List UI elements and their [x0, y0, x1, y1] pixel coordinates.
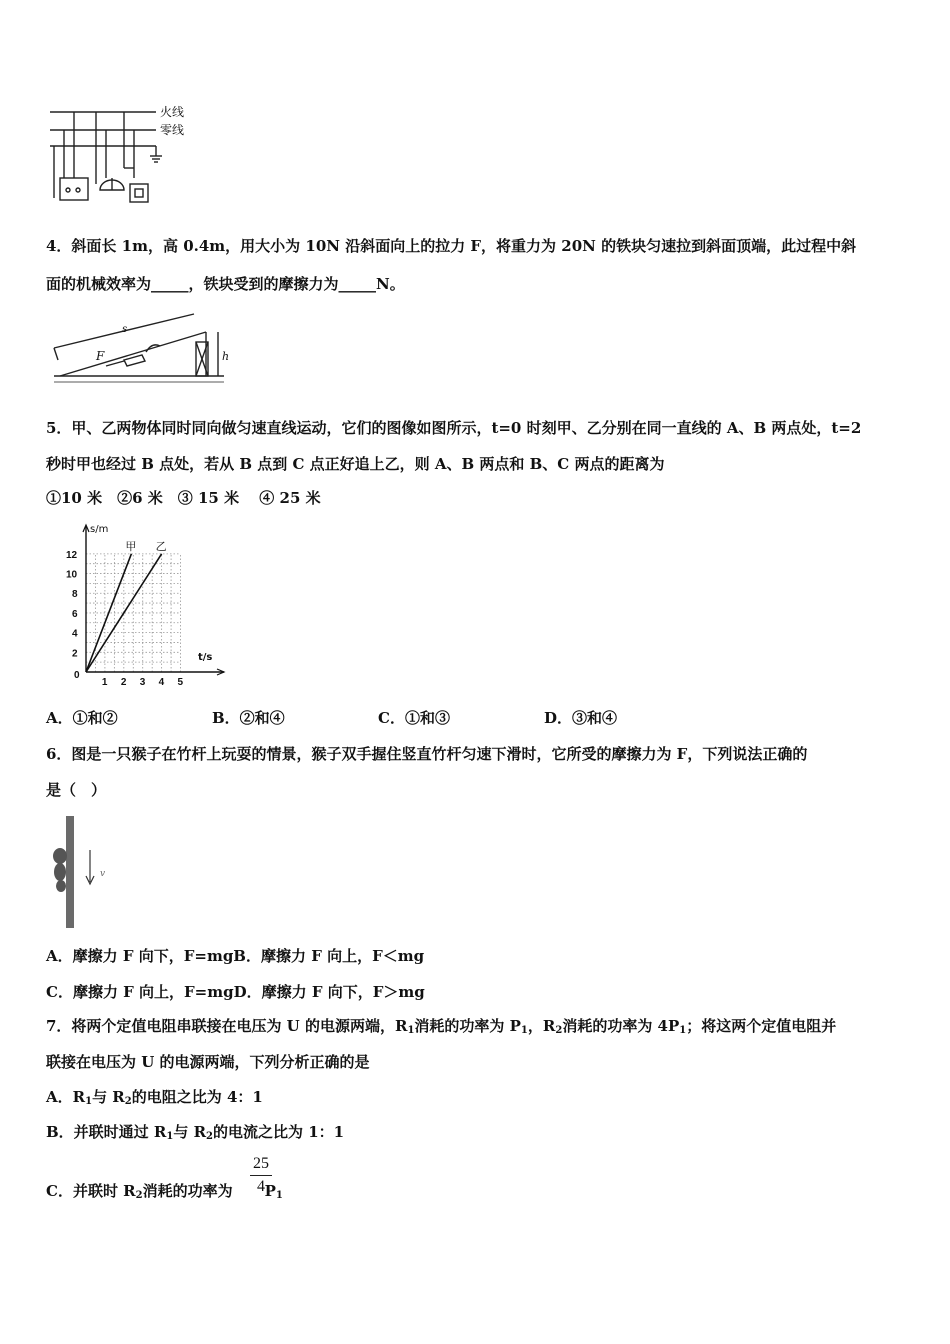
household-circuit-figure [44, 98, 194, 208]
fraction-denominator: 4 [257, 1178, 265, 1195]
q7-option-b[interactable]: B．并联时通过 $R_1$与 $R_2$的电流之比为 1：1 [46, 1123, 345, 1142]
y-tick-label: 12 [66, 549, 78, 561]
incline-s-label: s [122, 324, 128, 335]
q6-option-cd[interactable]: C．摩擦力 F 向上，F=mgD．摩擦力 F 向下，F＞mg [46, 983, 425, 1001]
x-tick-label: 5 [177, 677, 184, 688]
q7-option-c-fraction [250, 1155, 272, 1196]
bamboo-pole [66, 816, 74, 928]
fraction-bar [250, 1175, 272, 1176]
incline-f-label: F [96, 349, 105, 363]
y-tick-label: 4 [72, 628, 78, 640]
block-on-incline [124, 355, 145, 366]
monkey-pole-figure [44, 814, 124, 932]
q5-line1: 5．甲、乙两物体同时同向做匀速直线运动，它们的图像如图所示，t=0 时刻甲、乙分别在同一直线的 A、B 两点处，t=2 [46, 419, 862, 437]
incline-h-label: h [222, 350, 230, 363]
fraction-numerator: 25 [253, 1155, 269, 1172]
q5-option-b[interactable]: B．②和④ [212, 709, 285, 727]
x-tick-label: 3 [139, 677, 146, 688]
switch-box [130, 184, 148, 202]
q6-line2: 是（ ） [46, 781, 107, 799]
live-wire-label: 火线 [160, 105, 185, 119]
q5-line2: 秒时甲也经过 B 点处，若从 B 点到 C 点正好追上乙，则 A、B 两点和 B、C 两点的距离为 [46, 455, 665, 473]
y-tick-label: 6 [72, 608, 78, 620]
y-tick-label: 10 [66, 569, 78, 581]
q4-line1: 4．斜面长 1m，高 0.4m，用大小为 10N 沿斜面向上的拉力 F，将重力为 20N 的铁块匀速拉到斜面顶端，此过程中斜 [46, 237, 857, 255]
y-tick-label: 8 [72, 589, 78, 601]
q5-choices: ①10 米 ②6 米 ③ 15 米 ④ 25 米 [46, 489, 321, 507]
st-graph [60, 522, 230, 688]
q7-option-a[interactable]: A．$R_1$与 $R_2$的电阻之比为 4：1 [46, 1088, 263, 1107]
q7-line1: 7．将两个定值电阻串联接在电压为 U 的电源两端，$R_1$消耗的功率为 $P_1$，$R_2$消耗的功率为 $4P_1$；将这两个定值电阻并 [46, 1017, 837, 1036]
neutral-wire-label: 零线 [160, 123, 185, 137]
y-tick-label: 2 [72, 648, 78, 660]
monkey-shape [53, 848, 67, 892]
socket-box [60, 178, 88, 200]
q7-option-c[interactable]: C．并联时 $R_2$消耗的功率为 $P_1$ [46, 1182, 283, 1201]
series-name-label: 乙 [155, 539, 167, 553]
q5-option-c[interactable]: C．①和③ [378, 709, 450, 727]
incline-slope [60, 332, 206, 376]
q4-line2: 面的机械效率为_____，铁块受到的摩擦力为_____N。 [46, 275, 405, 293]
q6-line1: 6．图是一只猴子在竹杆上玩耍的情景，猴子双手握住竖直竹杆匀速下滑时，它所受的摩擦力为 F，下列说法正确的 [46, 745, 808, 763]
y-axis-label: s/m [90, 524, 109, 535]
q5-options-row [46, 708, 617, 728]
q5-option-a[interactable]: A．①和② [46, 709, 118, 727]
chart-grid [86, 554, 181, 672]
origin-label: 0 [74, 670, 80, 681]
incline-figure [46, 308, 236, 388]
series-name-label: 甲 [125, 539, 137, 553]
x-tick-label: 4 [158, 677, 165, 688]
q6-option-ab[interactable]: A．摩擦力 F 向下，F=mgB．摩擦力 F 向上，F＜mg [46, 947, 425, 965]
chart-labels [66, 524, 212, 688]
velocity-label: v [100, 869, 106, 879]
x-axis-label: t/s [198, 652, 213, 663]
q7-line2: 联接在电压为 U 的电源两端，下列分析正确的是 [46, 1053, 370, 1071]
q5-option-d[interactable]: D．③和④ [544, 709, 618, 727]
x-tick-label: 1 [101, 677, 108, 688]
x-tick-label: 2 [120, 677, 127, 688]
